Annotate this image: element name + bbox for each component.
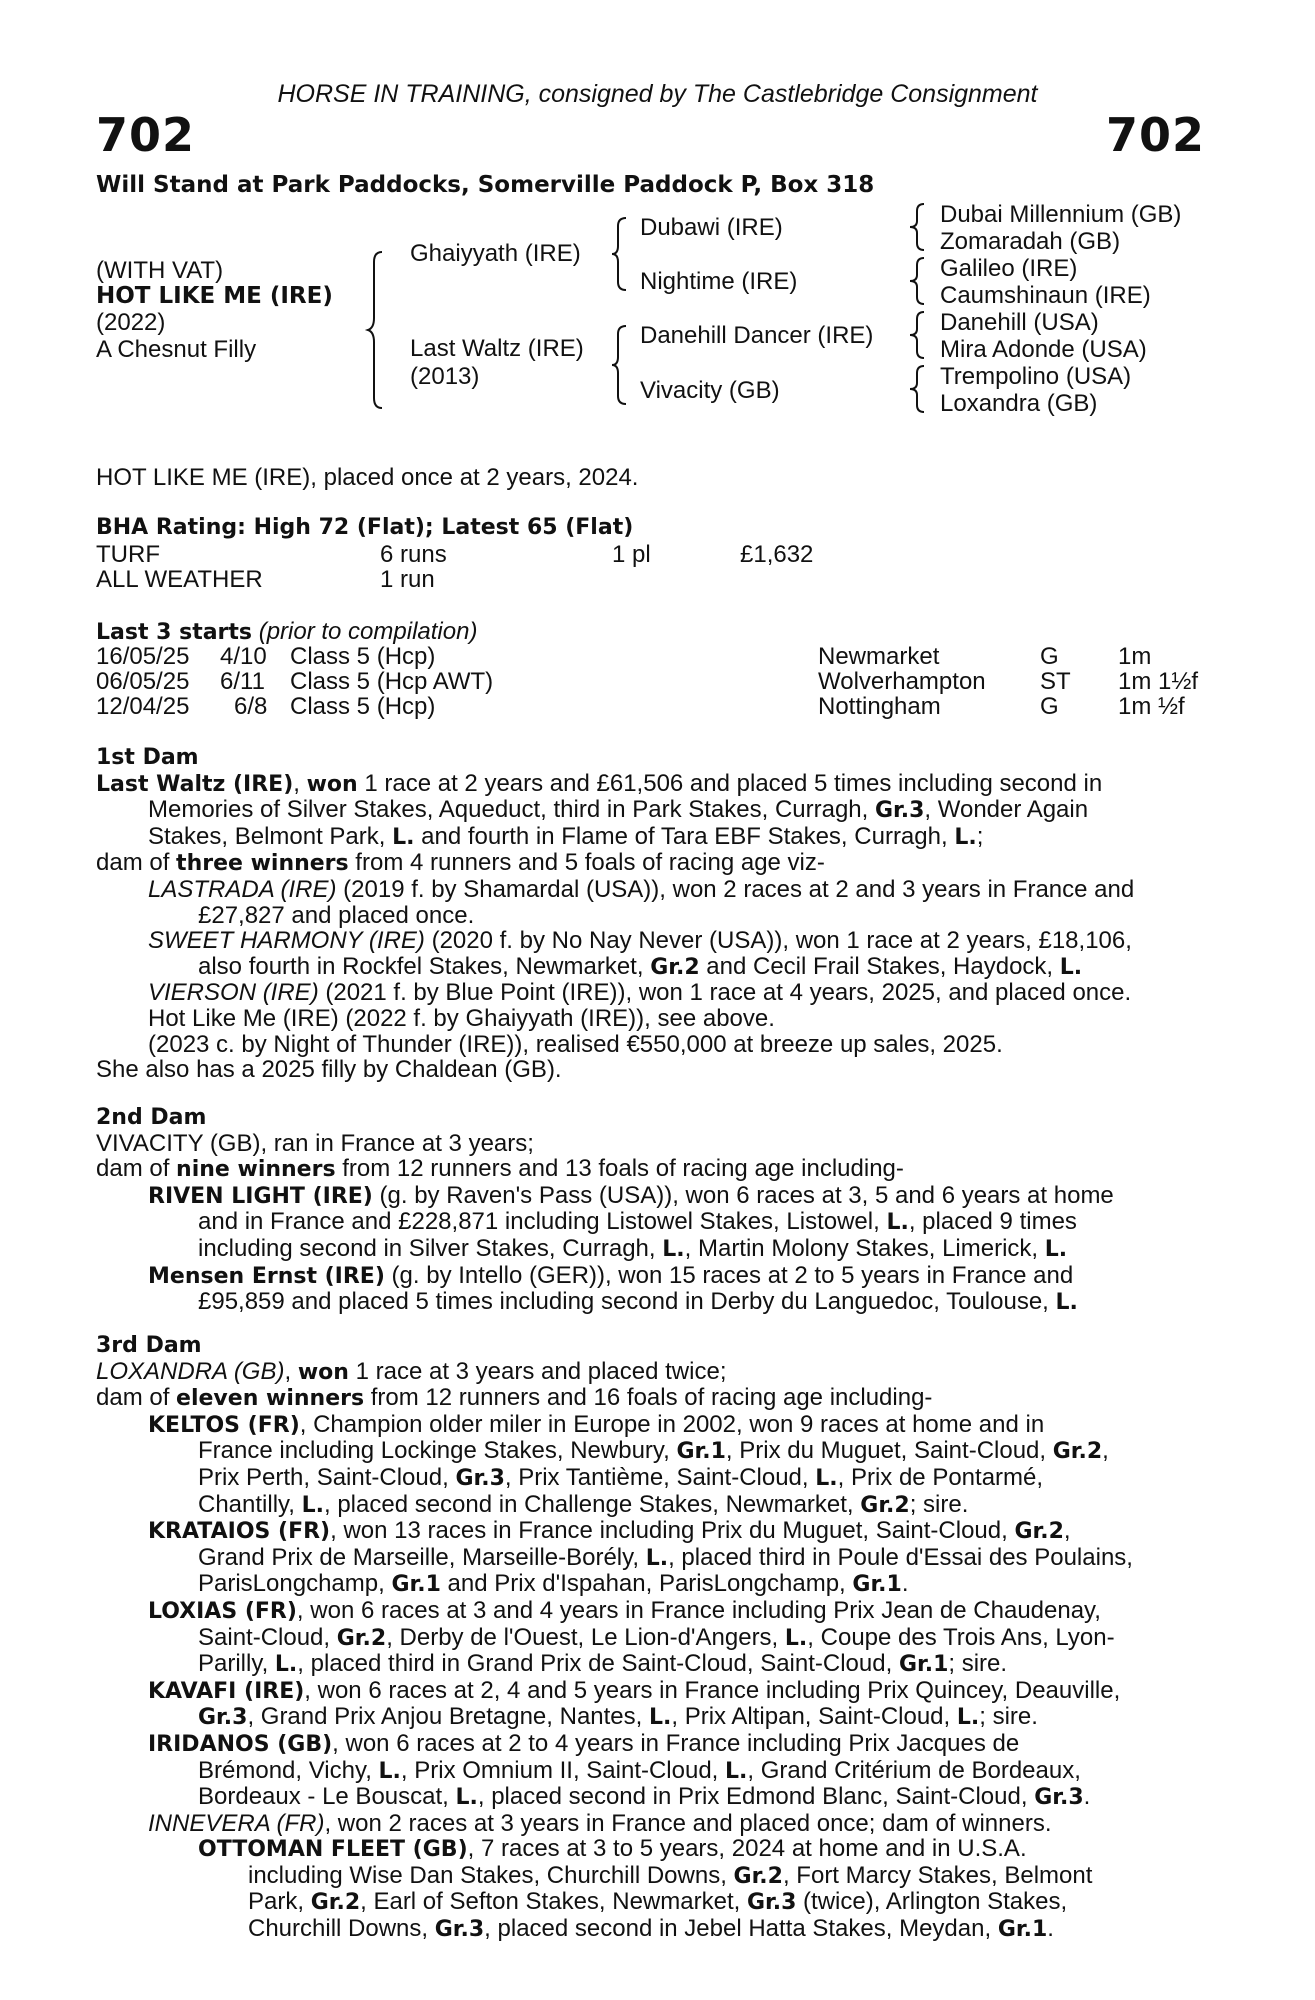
start-class: Class 5 (Hcp): [290, 693, 436, 720]
text: , Derby de l'Ouest, Le Lion-d'Angers,: [386, 1623, 785, 1651]
horse-name: HOT LIKE ME (IRE): [96, 283, 333, 309]
rating-row-placed: 1 pl: [612, 541, 651, 568]
text: Churchill Downs,: [248, 1915, 435, 1943]
grade: Gr.2: [860, 1492, 910, 1518]
page-header-title: HORSE IN TRAINING, consigned by The Castlebridge Consignment: [277, 80, 1038, 108]
text: , placed second in Challenge Stakes, Newmarket,: [323, 1490, 861, 1518]
offspring-name: INNEVERA (FR): [148, 1809, 325, 1837]
text: £27,827 and placed once.: [198, 901, 475, 929]
third-dam-section: 3rd Dam LOXANDRA (GB), won 1 race at 3 years and placed twice; dam of eleven winners from 12 runners and 16 foals of racing age including- KELTOS (FR), Champion older miler in Europe in 2002, won 9 races at home and in France including Lockinge Stakes, Newbury, Gr.1, Prix du Muguet, Saint-Cloud, Gr.2, Prix Perth, Saint-Cloud, Gr.3, Prix Tantième, Saint-Cloud, L., Prix de Pontarmé, Chantilly, L., placed second in Challenge Stakes, Newmarket, Gr.2; sire. KRATAIOS (FR), won 13 races in France including Prix du Muguet, Saint-Cloud, Gr.2, Grand Prix de Marseille, Marseille-Borély, L., placed third in Poule d'Essai des Poulains, ParisLongchamp, Gr.1 and Prix d'Ispahan, ParisLongchamp, Gr.1. LOXIAS (FR), won 6 races at 3 and 4 years in France including Prix Jean de Chaudenay, Saint-Cloud, Gr.2, Derby de l'Ouest, Le Lion-d'Angers, L., Coupe des Trois Ans, Lyon- Parilly, L., placed third in Grand Prix de Saint-Cloud, Saint-Cloud, Gr.1; sire. KAVAFI (IRE), won 6 races at 2, 4 and 5 years in France including Prix Quincey, Deauville, Gr.3, Grand Prix Anjou Bretagne, Nantes, L., Prix Altipan, Saint-Cloud, L.; sire. IRIDANOS (GB), won 6 races at 2 to 4 years in France including Prix Jacques de Brémond, Vichy, L., Prix Omnium II, Saint-Cloud, L., Grand Critérium de Bordeaux, Bordeaux - Le Bouscat, L., placed second in Prix Edmond Blanc, Saint-Cloud, Gr.3. INNEVERA (FR), won 2 races at 3 years in France and placed once; dam of winners. OTTOMAN FLEET (GB), 7 races at 3 to 5 years, 2024 at home and in U.S.A. including Wise Dan Stakes, Churchill Downs, Gr.2, Fort Marcy Stakes, Belmont Park, Gr.2, Earl of Sefton Stakes, Newmarket, Gr.3 (twice), Arlington Stakes, Churchill Downs, Gr.3, placed second in Jebel Hatta Stakes, Meydan, Gr.1.: [96, 1333, 1204, 1943]
offspring-name: SWEET HARMONY (IRE): [148, 927, 425, 955]
text: Bordeaux - Le Bouscat,: [198, 1783, 456, 1811]
grade: L.: [815, 1465, 838, 1491]
grade: Gr.3: [746, 1890, 797, 1916]
text: ,: [284, 1357, 298, 1385]
grade: L.: [954, 824, 977, 850]
start-position: 6/8: [234, 693, 268, 720]
text: £95,859 and placed 5 times including second in Derby du Languedoc, Toulouse,: [198, 1288, 1056, 1316]
text: ; sire.: [948, 1650, 1008, 1678]
text: , Coupe des Trois Ans, Lyon-: [807, 1623, 1115, 1651]
grade: L.: [662, 1236, 685, 1262]
text: , won 6 races at 2, 4 and 5 years in France including Prix Quincey, Deauville,: [304, 1676, 1121, 1704]
text: , Grand Critérium de Bordeaux,: [747, 1756, 1081, 1784]
lot-number-right: 702: [1105, 108, 1205, 162]
offspring-name: OTTOMAN FLEET (GB): [198, 1837, 468, 1863]
text: from 12 runners and 16 foals of racing age including-: [364, 1384, 933, 1412]
grade: Gr.2: [733, 1863, 783, 1889]
grade: L.: [1055, 1290, 1078, 1316]
horse-year: (2022): [96, 309, 166, 336]
text: ,: [293, 769, 307, 797]
dam-name: Last Waltz (IRE): [96, 771, 294, 797]
grade: L.: [649, 1705, 672, 1731]
text: , placed second in Prix Edmond Blanc, Saint-Cloud,: [477, 1783, 1035, 1811]
text: Memories of Silver Stakes, Aqueduct, third in Park Stakes, Curragh,: [148, 796, 875, 824]
text: (2020 f. by No Nay Never (USA)), won 1 race at 2 years, £18,106,: [424, 927, 1132, 955]
grade: L.: [645, 1545, 669, 1571]
horse-description: A Chesnut Filly: [96, 336, 257, 363]
grade: Gr.1: [676, 1439, 726, 1465]
offspring-name: LASTRADA (IRE): [148, 875, 337, 903]
start-class: Class 5 (Hcp): [290, 643, 436, 670]
grade: Gr.3: [434, 1917, 485, 1943]
start-course: Newmarket: [818, 643, 940, 670]
grade: L.: [886, 1210, 909, 1236]
grade: Gr.2: [1014, 1519, 1064, 1545]
second-dam-heading: 2nd Dam: [96, 1105, 207, 1130]
text: from 12 runners and 13 foals of racing age including-: [335, 1155, 904, 1183]
text: won: [297, 1359, 349, 1385]
text: Grand Prix de Marseille, Marseille-Borély,: [198, 1543, 646, 1571]
pedigree-sdd: Caumshinaun (IRE): [940, 282, 1151, 309]
text: ParisLongchamp,: [198, 1570, 392, 1598]
rating-row-runs: 6 runs: [380, 541, 447, 568]
offspring-name: IRIDANOS (GB): [148, 1731, 333, 1757]
pedigree-sire-sire: Dubawi (IRE): [640, 214, 783, 241]
start-going: G: [1040, 693, 1059, 720]
text: , Wonder Again: [924, 796, 1089, 824]
grade: Gr.3: [1034, 1785, 1084, 1811]
text: France including Lockinge Stakes, Newbury,: [198, 1437, 677, 1465]
grade: Gr.2: [1052, 1439, 1103, 1465]
pedigree-bracket-ds: [910, 310, 928, 360]
text: 1 race at 2 years and £61,506 and placed 5 times including second in: [357, 769, 1103, 797]
text: ; sire.: [909, 1490, 969, 1518]
pedigree-bracket-sd: [910, 256, 928, 306]
third-dam-heading: 3rd Dam: [96, 1333, 202, 1358]
text: 1 race at 3 years and placed twice;: [348, 1357, 727, 1385]
text: , Champion older miler in Europe in 2002, won 9 races at home and in: [299, 1410, 1045, 1438]
text: Park,: [248, 1888, 311, 1916]
text: She also has a 2025 filly by Chaldean (GB).: [96, 1056, 562, 1084]
text: , 7 races at 3 to 5 years, 2024 at home and in U.S.A.: [467, 1835, 1027, 1863]
text: (2023 c. by Night of Thunder (IRE)), realised €550,000 at breeze up sales, 2025.: [148, 1030, 1003, 1058]
text: VIVACITY (GB), ran in France at 3 years;: [96, 1129, 534, 1157]
offspring-name: LOXIAS (FR): [148, 1598, 297, 1624]
grade: L.: [1059, 954, 1083, 980]
text: , Prix du Muguet, Saint-Cloud,: [725, 1437, 1053, 1465]
start-distance: 1m: [1118, 643, 1152, 670]
first-dam-heading: 1st Dam: [96, 745, 199, 770]
text: (twice), Arlington Stakes,: [796, 1888, 1068, 1916]
grade: Gr.1: [852, 1572, 902, 1598]
text: Stakes, Belmont Park,: [148, 822, 393, 850]
grade: Gr.3: [198, 1705, 248, 1731]
text: , won 13 races in France including Prix du Muguet, Saint-Cloud,: [330, 1517, 1015, 1545]
text: , Martin Molony Stakes, Limerick,: [684, 1234, 1045, 1262]
grade: L.: [725, 1758, 748, 1784]
grade: Gr.3: [874, 798, 925, 824]
start-class: Class 5 (Hcp AWT): [290, 668, 494, 695]
text: also fourth in Rockfel Stakes, Newmarket,: [198, 952, 651, 980]
text: (g. by Intello (GER)), won 15 races at 2 to 5 years in France and: [384, 1261, 1074, 1289]
text: , Prix Altipan, Saint-Cloud,: [671, 1703, 957, 1731]
text: three winners: [176, 851, 349, 877]
text: , Prix Tantième, Saint-Cloud,: [504, 1463, 816, 1491]
start-date: 12/04/25: [96, 693, 190, 720]
pedigree-bracket-dam: [612, 324, 630, 406]
grade: L.: [784, 1625, 808, 1651]
grade: Gr.3: [455, 1465, 505, 1491]
text: including Wise Dan Stakes, Churchill Downs,: [248, 1861, 734, 1889]
text: , won 6 races at 3 and 4 years in France including Prix Jean de Chaudenay,: [296, 1596, 1101, 1624]
pedigree-dam-sire: Danehill Dancer (IRE): [640, 322, 874, 349]
last-starts-title: Last 3 starts: [96, 620, 253, 645]
text: and Prix d'Ispahan, ParisLongchamp,: [440, 1570, 853, 1598]
grade: L.: [301, 1492, 324, 1518]
grade: L.: [378, 1758, 401, 1784]
pedigree-bracket-ss: [910, 202, 928, 252]
text: , placed third in Grand Prix de Saint-Cloud, Saint-Cloud,: [297, 1650, 899, 1678]
text: , Grand Prix Anjou Bretagne, Nantes,: [247, 1703, 649, 1731]
bha-rating: BHA Rating: High 72 (Flat); Latest 65 (Flat): [96, 515, 634, 540]
rating-row-runs: 1 run: [380, 566, 435, 593]
text: , placed second in Jebel Hatta Stakes, Meydan,: [484, 1915, 998, 1943]
offspring-name: KRATAIOS (FR): [148, 1519, 331, 1545]
offspring-name: VIERSON (IRE): [148, 979, 319, 1007]
text: dam of: [96, 1155, 177, 1183]
stand-location: Will Stand at Park Paddocks, Somerville Paddock P, Box 318: [96, 172, 875, 198]
text: and fourth in Flame of Tara EBF Stakes, Curragh,: [414, 822, 955, 850]
start-position: 4/10: [220, 643, 267, 670]
pedigree-dds: Trempolino (USA): [940, 363, 1132, 390]
text: from 4 runners and 5 foals of racing age viz-: [348, 849, 825, 877]
text: , Prix Omnium II, Saint-Cloud,: [400, 1756, 726, 1784]
text: (2021 f. by Blue Point (IRE)), won 1 race at 4 years, 2025, and placed once.: [318, 979, 1132, 1007]
rating-row-surface: TURF: [96, 541, 160, 568]
grade: L.: [274, 1652, 298, 1678]
rating-row-prize: £1,632: [740, 541, 814, 568]
grade: Gr.2: [336, 1625, 387, 1651]
dam-name: LOXANDRA (GB): [96, 1357, 285, 1385]
text: Hot Like Me (IRE) (2022 f. by Ghaiyyath (IRE)), see above.: [148, 1004, 775, 1032]
text: ;: [976, 822, 984, 850]
text: dam of: [96, 1384, 177, 1412]
text: Saint-Cloud,: [198, 1623, 337, 1651]
last-starts-heading: [96, 618, 477, 646]
text: , won 2 races at 3 years in France and placed once; dam of winners.: [324, 1809, 1052, 1837]
offspring-name: KELTOS (FR): [148, 1412, 300, 1438]
pedigree-dam-dam: Vivacity (GB): [640, 377, 780, 404]
start-course: Wolverhampton: [818, 668, 986, 695]
pedigree-dam: Last Waltz (IRE): [410, 335, 584, 362]
pedigree-ddd: Loxandra (GB): [940, 390, 1098, 417]
pedigree-sire-dam: Nightime (IRE): [640, 268, 798, 295]
pedigree-bracket-main: [368, 250, 388, 410]
start-distance: 1m ½f: [1118, 693, 1185, 720]
text: , Fort Marcy Stakes, Belmont: [782, 1861, 1093, 1889]
grade: Gr.2: [310, 1890, 361, 1916]
text: , Prix de Pontarmé,: [837, 1463, 1044, 1491]
race-summary: HOT LIKE ME (IRE), placed once at 2 years, 2024.: [96, 464, 639, 491]
start-course: Nottingham: [818, 693, 941, 720]
text: , placed third in Poule d'Essai des Poulains,: [668, 1543, 1133, 1571]
text: won: [306, 771, 358, 797]
start-date: 06/05/25: [96, 668, 190, 695]
text: (g. by Raven's Pass (USA)), won 6 races at 3, 5 and 6 years at home: [372, 1181, 1114, 1209]
grade: L.: [956, 1705, 980, 1731]
pedigree-bracket-sire: [612, 216, 630, 292]
grade: L.: [455, 1785, 478, 1811]
lot-number-left: 702: [96, 108, 196, 162]
text: and Cecil Frail Stakes, Haydock,: [699, 952, 1060, 980]
grade: Gr.1: [997, 1917, 1048, 1943]
last-starts-note: (prior to compilation): [258, 618, 478, 645]
vat-note: (WITH VAT): [96, 257, 224, 284]
start-position: 6/11: [220, 668, 265, 695]
pedigree-sds: Galileo (IRE): [940, 255, 1078, 282]
rating-row-surface: ALL WEATHER: [96, 566, 263, 593]
grade: Gr.2: [650, 954, 700, 980]
offspring-name: RIVEN LIGHT (IRE): [148, 1183, 373, 1209]
offspring-name: Mensen Ernst (IRE): [148, 1263, 385, 1289]
grade: Gr.1: [898, 1652, 949, 1678]
text: Prix Perth, Saint-Cloud,: [198, 1463, 456, 1491]
text: dam of: [96, 849, 177, 877]
pedigree-ssd: Zomaradah (GB): [940, 228, 1121, 255]
text: Chantilly,: [198, 1490, 302, 1518]
offspring-name: KAVAFI (IRE): [148, 1678, 305, 1704]
text: Parilly,: [198, 1650, 275, 1678]
pedigree-sss: Dubai Millennium (GB): [940, 201, 1182, 228]
grade: Gr.1: [391, 1572, 441, 1598]
pedigree-bracket-dd: [910, 364, 928, 414]
pedigree-dsd: Mira Adonde (USA): [940, 336, 1147, 363]
first-dam-section: [96, 745, 1204, 1083]
text: ; sire.: [979, 1703, 1038, 1731]
text: , Earl of Sefton Stakes, Newmarket,: [360, 1888, 747, 1916]
text: nine winners: [176, 1157, 336, 1183]
text: , won 6 races at 2 to 4 years in France including Prix Jacques de: [332, 1729, 1020, 1757]
start-distance: 1m 1½f: [1118, 668, 1199, 695]
pedigree-sire: Ghaiyyath (IRE): [410, 240, 581, 267]
text: (2019 f. by Shamardal (USA)), won 2 races at 2 and 3 years in France and: [336, 875, 1135, 903]
text: including second in Silver Stakes, Curragh,: [198, 1234, 663, 1262]
start-date: 16/05/25: [96, 643, 190, 670]
second-dam-section: [96, 1105, 1204, 1316]
text: Brémond, Vichy,: [198, 1756, 379, 1784]
grade: L.: [1044, 1236, 1068, 1262]
text: , placed 9 times: [908, 1208, 1077, 1236]
start-going: G: [1040, 643, 1059, 670]
text: and in France and £228,871 including Listowel Stakes, Listowel,: [198, 1208, 887, 1236]
pedigree-dss: Danehill (USA): [940, 309, 1099, 336]
start-going: ST: [1040, 668, 1071, 695]
grade: L.: [392, 824, 415, 850]
text: eleven winners: [176, 1386, 365, 1412]
pedigree-dam-year: (2013): [410, 363, 480, 390]
